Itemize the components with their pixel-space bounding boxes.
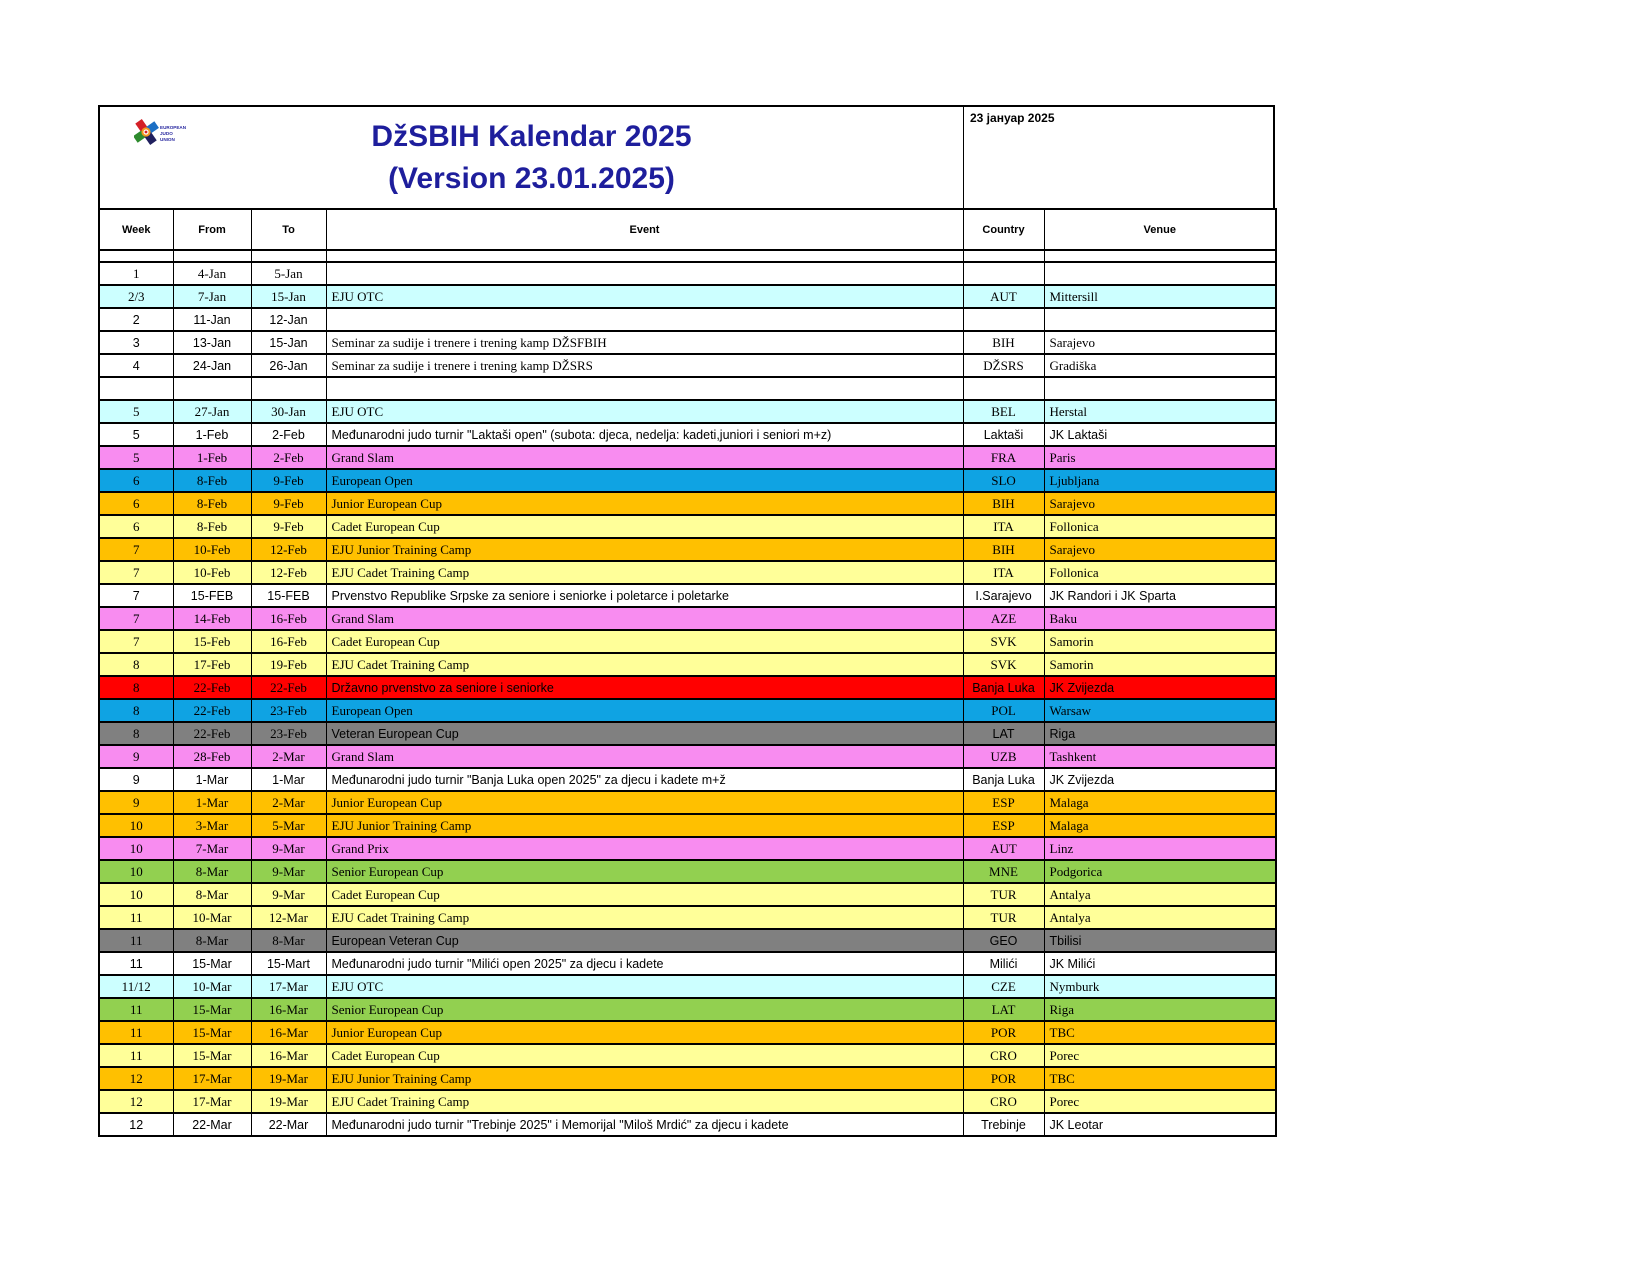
event-cell [326, 250, 963, 262]
country-cell: BEL [963, 400, 1044, 423]
venue-cell [1044, 377, 1276, 400]
event-cell: Državno prvenstvo za seniore i seniorke [326, 676, 963, 699]
week-cell: 7 [99, 630, 173, 653]
week-cell [99, 250, 173, 262]
event-cell: EJU Cadet Training Camp [326, 561, 963, 584]
logo-text-line3: UNION [160, 137, 175, 142]
week-cell: 11 [99, 929, 173, 952]
country-cell: SVK [963, 653, 1044, 676]
table-row [99, 262, 1276, 285]
event-cell: EJU Cadet Training Camp [326, 1090, 963, 1113]
from-cell: 22-Feb [173, 699, 251, 722]
page-title-line2: (Version 23.01.2025) [388, 161, 675, 195]
week-cell: 11 [99, 906, 173, 929]
table-row [99, 699, 1276, 722]
week-cell: 7 [99, 538, 173, 561]
country-cell: POR [963, 1067, 1044, 1090]
venue-cell: Tashkent [1044, 745, 1276, 768]
country-cell: CRO [963, 1090, 1044, 1113]
country-cell: LAT [963, 722, 1044, 745]
week-cell: 9 [99, 745, 173, 768]
country-cell: Milići [963, 952, 1044, 975]
table-row [99, 722, 1276, 745]
country-cell: SLO [963, 469, 1044, 492]
venue-cell: Riga [1044, 722, 1276, 745]
to-cell: 16-Mar [251, 1021, 326, 1044]
week-cell: 1 [99, 262, 173, 285]
event-cell [326, 308, 963, 331]
week-cell: 3 [99, 331, 173, 354]
from-cell: 4-Jan [173, 262, 251, 285]
from-cell: 28-Feb [173, 745, 251, 768]
document-header [98, 105, 1275, 208]
to-cell: 9-Mar [251, 883, 326, 906]
table-row [99, 285, 1276, 308]
from-cell: 22-Feb [173, 676, 251, 699]
event-cell: Međunarodni judo turnir "Milići open 2025" za djecu i kadete [326, 952, 963, 975]
event-cell: EJU OTC [326, 975, 963, 998]
event-cell: EJU OTC [326, 285, 963, 308]
from-cell: 24-Jan [173, 354, 251, 377]
event-cell: Senior European Cup [326, 860, 963, 883]
to-cell: 19-Mar [251, 1067, 326, 1090]
from-cell: 8-Feb [173, 469, 251, 492]
venue-cell: Linz [1044, 837, 1276, 860]
week-cell: 12 [99, 1067, 173, 1090]
week-cell: 6 [99, 469, 173, 492]
week-cell: 5 [99, 400, 173, 423]
week-cell: 9 [99, 768, 173, 791]
country-cell: Banja Luka [963, 768, 1044, 791]
venue-cell: Riga [1044, 998, 1276, 1021]
week-cell: 6 [99, 492, 173, 515]
table-row [99, 975, 1276, 998]
week-cell: 11 [99, 998, 173, 1021]
venue-cell: TBC [1044, 1021, 1276, 1044]
venue-cell: Sarajevo [1044, 492, 1276, 515]
venue-cell: Gradiška [1044, 354, 1276, 377]
country-cell: Laktaši [963, 423, 1044, 446]
event-cell: Međunarodni judo turnir "Banja Luka open 2025" za djecu i kadete m+ž [326, 768, 963, 791]
from-cell: 22-Mar [173, 1113, 251, 1136]
from-cell: 27-Jan [173, 400, 251, 423]
table-row [99, 906, 1276, 929]
from-cell: 13-Jan [173, 331, 251, 354]
to-cell: 12-Feb [251, 561, 326, 584]
event-cell: European Open [326, 469, 963, 492]
country-cell: BIH [963, 492, 1044, 515]
event-cell: EJU Junior Training Camp [326, 538, 963, 561]
from-cell: 1-Feb [173, 446, 251, 469]
to-cell: 15-FEB [251, 584, 326, 607]
event-cell: Grand Slam [326, 446, 963, 469]
to-cell: 23-Feb [251, 699, 326, 722]
venue-cell [1044, 262, 1276, 285]
week-cell: 10 [99, 883, 173, 906]
week-cell: 11 [99, 1021, 173, 1044]
country-cell: AUT [963, 285, 1044, 308]
venue-cell: Nymburk [1044, 975, 1276, 998]
event-cell: Junior European Cup [326, 492, 963, 515]
venue-cell: JK Zvijezda [1044, 768, 1276, 791]
country-cell: CZE [963, 975, 1044, 998]
from-cell: 1-Mar [173, 791, 251, 814]
table-row [99, 331, 1276, 354]
to-cell: 26-Jan [251, 354, 326, 377]
week-cell: 6 [99, 515, 173, 538]
venue-cell: JK Milići [1044, 952, 1276, 975]
country-cell: AUT [963, 837, 1044, 860]
table-row [99, 791, 1276, 814]
venue-cell: Warsaw [1044, 699, 1276, 722]
to-cell: 16-Feb [251, 607, 326, 630]
country-cell: POR [963, 1021, 1044, 1044]
country-cell: Banja Luka [963, 676, 1044, 699]
venue-cell: JK Zvijezda [1044, 676, 1276, 699]
week-cell: 7 [99, 584, 173, 607]
venue-cell [1044, 250, 1276, 262]
week-cell: 8 [99, 699, 173, 722]
table-row [99, 653, 1276, 676]
to-cell: 17-Mar [251, 975, 326, 998]
venue-cell: Podgorica [1044, 860, 1276, 883]
event-cell [326, 262, 963, 285]
venue-cell: Follonica [1044, 561, 1276, 584]
event-cell: EJU Junior Training Camp [326, 1067, 963, 1090]
table-row [99, 423, 1276, 446]
country-cell: ITA [963, 515, 1044, 538]
venue-cell: Samorin [1044, 630, 1276, 653]
calendar-rows [99, 250, 1276, 1136]
country-cell: BIH [963, 331, 1044, 354]
week-cell: 12 [99, 1113, 173, 1136]
country-cell: BIH [963, 538, 1044, 561]
week-cell: 11 [99, 952, 173, 975]
from-cell: 8-Mar [173, 860, 251, 883]
country-cell: MNE [963, 860, 1044, 883]
table-row [99, 837, 1276, 860]
table-row [99, 354, 1276, 377]
title-cell [100, 107, 964, 208]
column-header-venue: Venue [1044, 209, 1276, 250]
from-cell: 10-Feb [173, 538, 251, 561]
to-cell [251, 377, 326, 400]
to-cell: 19-Feb [251, 653, 326, 676]
table-row [99, 952, 1276, 975]
country-cell: LAT [963, 998, 1044, 1021]
from-cell: 15-Mar [173, 1021, 251, 1044]
venue-cell [1044, 308, 1276, 331]
from-cell: 1-Feb [173, 423, 251, 446]
event-cell: EJU OTC [326, 400, 963, 423]
event-cell: EJU Cadet Training Camp [326, 906, 963, 929]
event-cell: EJU Junior Training Camp [326, 814, 963, 837]
to-cell [251, 250, 326, 262]
to-cell: 9-Feb [251, 515, 326, 538]
column-header-from: From [173, 209, 251, 250]
week-cell: 5 [99, 423, 173, 446]
venue-cell: Follonica [1044, 515, 1276, 538]
to-cell: 15-Jan [251, 331, 326, 354]
country-cell [963, 308, 1044, 331]
table-row [99, 308, 1276, 331]
week-cell: 10 [99, 837, 173, 860]
from-cell: 15-FEB [173, 584, 251, 607]
to-cell: 9-Feb [251, 469, 326, 492]
week-cell: 7 [99, 607, 173, 630]
from-cell: 15-Feb [173, 630, 251, 653]
venue-cell: Baku [1044, 607, 1276, 630]
from-cell: 22-Feb [173, 722, 251, 745]
venue-cell: Paris [1044, 446, 1276, 469]
table-row [99, 446, 1276, 469]
to-cell: 9-Feb [251, 492, 326, 515]
event-cell: Seminar za sudije i trenere i trening kamp DŽSRS [326, 354, 963, 377]
page-title-line1: DžSBIH Kalendar 2025 [371, 120, 692, 154]
event-cell: Junior European Cup [326, 791, 963, 814]
event-cell: Grand Slam [326, 607, 963, 630]
event-cell: European Open [326, 699, 963, 722]
to-cell: 9-Mar [251, 860, 326, 883]
calendar-table [98, 208, 1277, 1137]
table-row [99, 1090, 1276, 1113]
to-cell: 16-Mar [251, 998, 326, 1021]
week-cell: 8 [99, 676, 173, 699]
event-cell: Međunarodni judo turnir "Laktaši open" (subota: djeca, nedelja: kadeti,juniori i seniori m+z) [326, 423, 963, 446]
country-cell: GEO [963, 929, 1044, 952]
from-cell: 1-Mar [173, 768, 251, 791]
week-cell: 7 [99, 561, 173, 584]
event-cell: EJU Cadet Training Camp [326, 653, 963, 676]
week-cell: 11 [99, 1044, 173, 1067]
from-cell: 10-Feb [173, 561, 251, 584]
event-cell: Cadet European Cup [326, 515, 963, 538]
venue-cell: Herstal [1044, 400, 1276, 423]
table-row [99, 1113, 1276, 1136]
table-row [99, 584, 1276, 607]
week-cell: 5 [99, 446, 173, 469]
table-row [99, 377, 1276, 400]
to-cell: 2-Mar [251, 791, 326, 814]
table-row [99, 768, 1276, 791]
week-cell: 4 [99, 354, 173, 377]
week-cell: 9 [99, 791, 173, 814]
logo-text-line1: EUROPEAN [160, 125, 187, 130]
table-row [99, 400, 1276, 423]
column-header-to: To [251, 209, 326, 250]
country-cell: AZE [963, 607, 1044, 630]
from-cell: 15-Mar [173, 1044, 251, 1067]
week-cell: 2 [99, 308, 173, 331]
country-cell: ITA [963, 561, 1044, 584]
to-cell: 2-Feb [251, 423, 326, 446]
event-cell: Senior European Cup [326, 998, 963, 1021]
table-row [99, 883, 1276, 906]
event-cell [326, 377, 963, 400]
table-row [99, 630, 1276, 653]
country-cell [963, 250, 1044, 262]
venue-cell: Sarajevo [1044, 538, 1276, 561]
to-cell: 15-Mart [251, 952, 326, 975]
from-cell: 3-Mar [173, 814, 251, 837]
country-cell [963, 262, 1044, 285]
from-cell: 7-Jan [173, 285, 251, 308]
country-cell: CRO [963, 1044, 1044, 1067]
country-cell: ESP [963, 791, 1044, 814]
country-cell [963, 377, 1044, 400]
country-cell: TUR [963, 883, 1044, 906]
table-row [99, 814, 1276, 837]
table-row [99, 515, 1276, 538]
table-row [99, 469, 1276, 492]
table-row [99, 745, 1276, 768]
page-title [371, 116, 691, 199]
country-cell: UZB [963, 745, 1044, 768]
week-cell: 10 [99, 860, 173, 883]
event-cell: Grand Slam [326, 745, 963, 768]
event-cell: Veteran European Cup [326, 722, 963, 745]
venue-cell: JK Laktaši [1044, 423, 1276, 446]
from-cell: 17-Mar [173, 1067, 251, 1090]
event-cell: Cadet European Cup [326, 630, 963, 653]
from-cell: 15-Mar [173, 952, 251, 975]
country-cell: Trebinje [963, 1113, 1044, 1136]
table-row [99, 676, 1276, 699]
venue-cell: Antalya [1044, 883, 1276, 906]
table-row [99, 561, 1276, 584]
week-cell: 11/12 [99, 975, 173, 998]
table-row [99, 1044, 1276, 1067]
event-cell: Međunarodni judo turnir "Trebinje 2025" i Memorijal "Miloš Mrdić" za djecu i kadete [326, 1113, 963, 1136]
venue-cell: Porec [1044, 1044, 1276, 1067]
to-cell: 2-Feb [251, 446, 326, 469]
table-row [99, 492, 1276, 515]
week-cell: 8 [99, 722, 173, 745]
to-cell: 5-Jan [251, 262, 326, 285]
venue-cell: Sarajevo [1044, 331, 1276, 354]
venue-cell: TBC [1044, 1067, 1276, 1090]
table-row [99, 1067, 1276, 1090]
table-row [99, 1021, 1276, 1044]
from-cell: 11-Jan [173, 308, 251, 331]
venue-cell: Porec [1044, 1090, 1276, 1113]
column-header-country: Country [963, 209, 1044, 250]
to-cell: 5-Mar [251, 814, 326, 837]
from-cell: 8-Feb [173, 492, 251, 515]
from-cell: 10-Mar [173, 906, 251, 929]
to-cell: 15-Jan [251, 285, 326, 308]
week-cell: 2/3 [99, 285, 173, 308]
venue-cell: Tbilisi [1044, 929, 1276, 952]
to-cell: 9-Mar [251, 837, 326, 860]
to-cell: 19-Mar [251, 1090, 326, 1113]
event-cell: Cadet European Cup [326, 883, 963, 906]
event-cell: Cadet European Cup [326, 1044, 963, 1067]
country-cell: TUR [963, 906, 1044, 929]
event-cell: Junior European Cup [326, 1021, 963, 1044]
european-judo-union-logo [134, 116, 192, 148]
to-cell: 23-Feb [251, 722, 326, 745]
event-cell: European Veteran Cup [326, 929, 963, 952]
venue-cell: Malaga [1044, 791, 1276, 814]
event-cell: Seminar za sudije i trenere i trening kamp DŽSFBIH [326, 331, 963, 354]
from-cell: 17-Mar [173, 1090, 251, 1113]
venue-cell: Antalya [1044, 906, 1276, 929]
to-cell: 12-Jan [251, 308, 326, 331]
week-cell [99, 377, 173, 400]
calendar-sheet [98, 105, 1275, 1137]
column-header-event: Event [326, 209, 963, 250]
from-cell [173, 377, 251, 400]
week-cell: 10 [99, 814, 173, 837]
venue-cell: Ljubljana [1044, 469, 1276, 492]
to-cell: 1-Mar [251, 768, 326, 791]
table-row [99, 538, 1276, 561]
to-cell: 22-Mar [251, 1113, 326, 1136]
to-cell: 30-Jan [251, 400, 326, 423]
from-cell: 10-Mar [173, 975, 251, 998]
venue-cell: Mittersill [1044, 285, 1276, 308]
to-cell: 16-Mar [251, 1044, 326, 1067]
from-cell: 8-Mar [173, 929, 251, 952]
from-cell [173, 250, 251, 262]
event-cell: Prvenstvo Republike Srpske za seniore i seniorke i poletarce i poletarke [326, 584, 963, 607]
table-row [99, 998, 1276, 1021]
table-row [99, 250, 1276, 262]
country-cell: I.Sarajevo [963, 584, 1044, 607]
country-cell: POL [963, 699, 1044, 722]
from-cell: 17-Feb [173, 653, 251, 676]
document-date: 23 јануар 2025 [970, 111, 1055, 125]
week-cell: 12 [99, 1090, 173, 1113]
country-cell: ESP [963, 814, 1044, 837]
to-cell: 2-Mar [251, 745, 326, 768]
country-cell: DŽSRS [963, 354, 1044, 377]
column-header-week: Week [99, 209, 173, 250]
table-row [99, 929, 1276, 952]
from-cell: 14-Feb [173, 607, 251, 630]
event-cell: Grand Prix [326, 837, 963, 860]
to-cell: 8-Mar [251, 929, 326, 952]
venue-cell: JK Randori i JK Sparta [1044, 584, 1276, 607]
logo-text-line2: JUDO [160, 131, 173, 136]
to-cell: 22-Feb [251, 676, 326, 699]
venue-cell: JK Leotar [1044, 1113, 1276, 1136]
table-header-row [99, 209, 1276, 250]
from-cell: 8-Mar [173, 883, 251, 906]
country-cell: SVK [963, 630, 1044, 653]
venue-cell: Samorin [1044, 653, 1276, 676]
table-row [99, 607, 1276, 630]
table-row [99, 860, 1276, 883]
from-cell: 15-Mar [173, 998, 251, 1021]
from-cell: 8-Feb [173, 515, 251, 538]
from-cell: 7-Mar [173, 837, 251, 860]
country-cell: FRA [963, 446, 1044, 469]
to-cell: 16-Feb [251, 630, 326, 653]
to-cell: 12-Mar [251, 906, 326, 929]
to-cell: 12-Feb [251, 538, 326, 561]
venue-cell: Malaga [1044, 814, 1276, 837]
week-cell: 8 [99, 653, 173, 676]
